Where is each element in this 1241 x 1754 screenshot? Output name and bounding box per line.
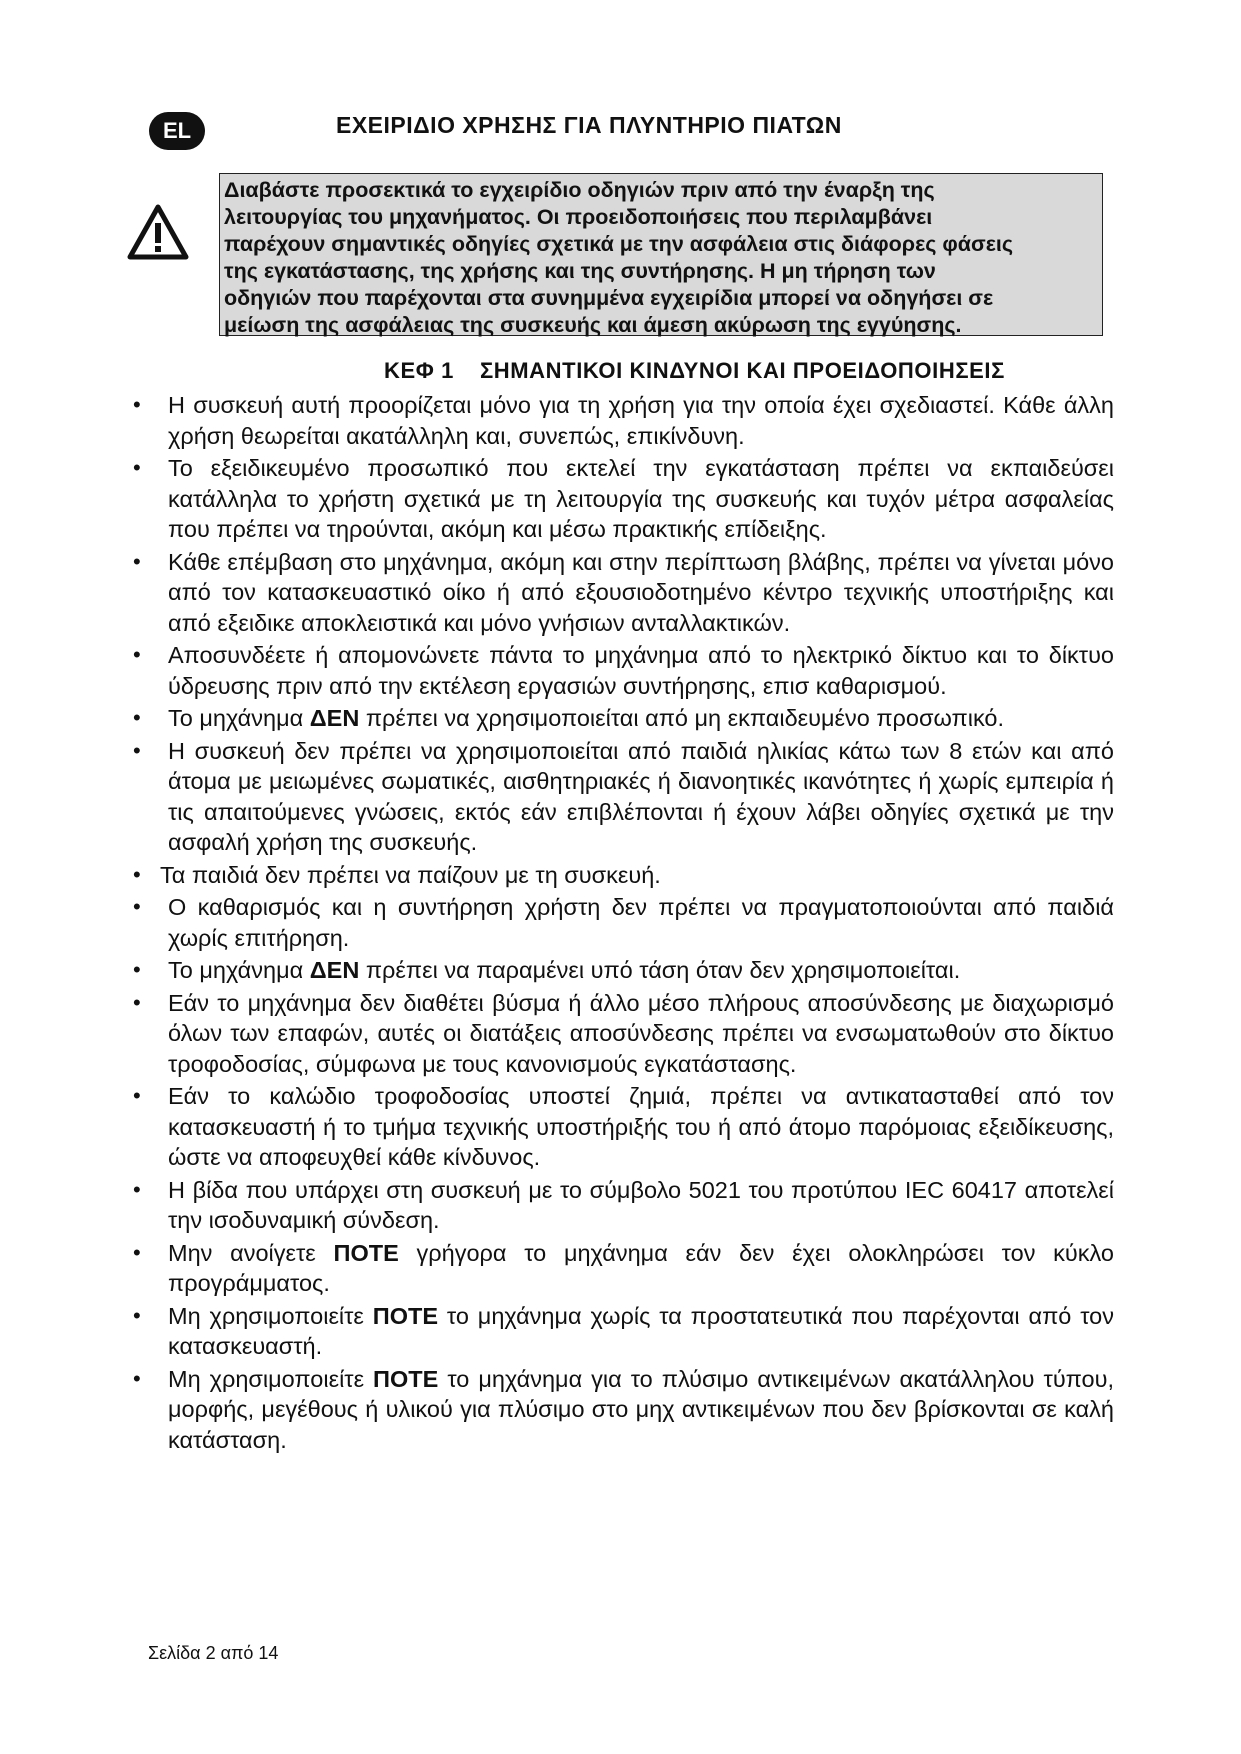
warning-line: λειτουργίας του μηχανήματος. Οι προειδοποιήσεις που περιλαμβάνει [224, 205, 933, 229]
list-item: • Το μηχάνημα ΔΕΝ πρέπει να χρησιμοποιείται από μη εκπαιδευμένο προσωπικό. [0, 703, 1114, 734]
list-item: • Μην ανοίγετε ΠΟΤΕ γρήγορα το μηχάνημα εάν δεν έχει ολοκληρώσει τον κύκλο προγράμματος. [0, 1238, 1114, 1299]
page-number: Σελίδα 2 από 14 [148, 1643, 279, 1663]
list-item: • Η συσκευή δεν πρέπει να χρησιμοποιείται από παιδιά ηλικίας κάτω των 8 ετών και από άτομα με μειωμένες σωματικές, αισθητηριακές ή διανοητικές ικανότητες ή χωρίς εμπειρία ή τις απαιτούμενες γνώσεις, εκτός εάν επιβλέπονται ή έχουν λάβει οδηγίες σχετικά με την ασφαλή χρήση της συσκευής. [0, 736, 1114, 858]
list-item: • Μη χρησιμοποιείτε ΠΟΤΕ το μηχάνημα χωρίς τα προστατευτικά που παρέχονται από τον κατασκευαστή. [0, 1301, 1114, 1362]
warning-line: Διαβάστε προσεκτικά το εγχειρίδιο οδηγιών πριν από την έναρξη της [224, 178, 935, 202]
list-item: • Εάν το καλώδιο τροφοδοσίας υποστεί ζημιά, πρέπει να αντικατασταθεί από τον κατασκευαστή ή το τμήμα τεχνικής υποστήριξής του ή από άτομο παρόμοιας εξειδίκευσης, ώστε να αποφευχθεί κάθε κίνδυνος. [0, 1081, 1114, 1173]
chapter-number: ΚΕΦ 1 [384, 358, 454, 383]
document-title: ΕΧΕΙΡΙΔΙΟ ΧΡΗΣΗΣ ΓΙΑ ΠΛΥΝΤΗΡΙΟ ΠΙΑΤΩΝ [336, 112, 842, 138]
list-item: • Τα παιδιά δεν πρέπει να παίζουν με τη συσκευή. [0, 860, 1106, 891]
list-item: • Το μηχάνημα ΔΕΝ πρέπει να παραμένει υπό τάση όταν δεν χρησιμοποιείται. [0, 955, 1114, 986]
warning-line: μείωση της ασφάλειας της συσκευής και άμεση ακύρωση της εγγύησης. [224, 313, 962, 337]
safety-list [0, 390, 1241, 1457]
list-item: • Μη χρησιμοποιείτε ΠΟΤΕ το μηχάνημα για το πλύσιμο αντικειμένων ακατάλληλου τύπου, μορφής, μεγέθους ή υλικού για πλύσιμο στο μηχ αντικειμένων που δεν βρίσκονται σε καλή κατάσταση. [0, 1364, 1114, 1456]
warning-triangle-icon [126, 203, 190, 263]
chapter-title: ΣΗΜΑΝΤΙΚΟΙ ΚΙΝΔΥΝΟΙ ΚΑΙ ΠΡΟΕΙΔΟΠΟΙΗΣΕΙΣ [479, 358, 1005, 383]
warning-line: της εγκατάστασης, της χρήσης και της συντήρησης. Η μη τήρηση των [224, 259, 936, 283]
chapter-heading [384, 358, 1005, 384]
language-badge: EL [149, 112, 205, 150]
emphasis: ΠΟΤΕ [372, 1302, 439, 1329]
list-item: • Ο καθαρισμός και η συντήρηση χρήστη δεν πρέπει να πραγματοποιούνται από παιδιά χωρίς επιτήρηση. [0, 892, 1114, 953]
emphasis: ΠΟΤΕ [373, 1365, 439, 1392]
warning-line: οδηγιών που παρέχονται στα συνημμένα εγχειρίδια μπορεί να οδηγήσει σε [224, 286, 994, 310]
warning-line: παρέχουν σημαντικές οδηγίες σχετικά με την ασφάλεια στις διάφορες φάσεις [224, 232, 1014, 256]
list-item: • Το εξειδικευμένο προσωπικό που εκτελεί την εγκατάσταση πρέπει να εκπαιδεύσει κατάλληλα το χρήστη σχετικά με τη λειτουργία της συσκευής και τυχόν μέτρα ασφαλείας που πρέπει να τηρούνται, ακόμη και μέσω πρακτικής επίδειξης. [0, 453, 1114, 545]
emphasis: ΔΕΝ [309, 957, 360, 983]
list-item: • Αποσυνδέετε ή απομονώνετε πάντα το μηχάνημα από το ηλεκτρικό δίκτυο και το δίκτυο ύδρευσης πριν από την εκτέλεση εργασιών συντήρησης, επισ καθαρισμού. [0, 640, 1114, 701]
list-item: • Κάθε επέμβαση στο μηχάνημα, ακόμη και στην περίπτωση βλάβης, πρέπει να γίνεται μόνο από τον κατασκευαστικό οίκο ή από εξουσιοδοτημένο κέντρο τεχνικής υποστήριξης και από εξειδικε αποκλειστικά και μόνο γνήσιων ανταλλακτικών. [0, 547, 1114, 639]
warning-box [219, 173, 1103, 336]
emphasis: ΠΟΤΕ [333, 1239, 399, 1266]
list-item: • Εάν το μηχάνημα δεν διαθέτει βύσμα ή άλλο μέσο πλήρους αποσύνδεσης με διαχωρισμό όλων των επαφών, αυτές οι διατάξεις αποσύνδεσης πρέπει να ενσωματωθούν στο δίκτυο τροφοδοσίας, σύμφωνα με τους κανονισμούς εγκατάστασης. [0, 988, 1114, 1080]
list-item: • Η συσκευή αυτή προορίζεται μόνο για τη χρήση για την οποία έχει σχεδιαστεί. Κάθε άλλη χρήση θεωρείται ακατάλληλη και, συνεπώς, επικίνδυνη. [0, 390, 1114, 451]
list-item: • Η βίδα που υπάρχει στη συσκευή με το σύμβολο 5021 του προτύπου IEC 60417 αποτελεί την ισοδυναμική σύνδεση. [0, 1175, 1114, 1236]
emphasis: ΔΕΝ [309, 705, 360, 731]
